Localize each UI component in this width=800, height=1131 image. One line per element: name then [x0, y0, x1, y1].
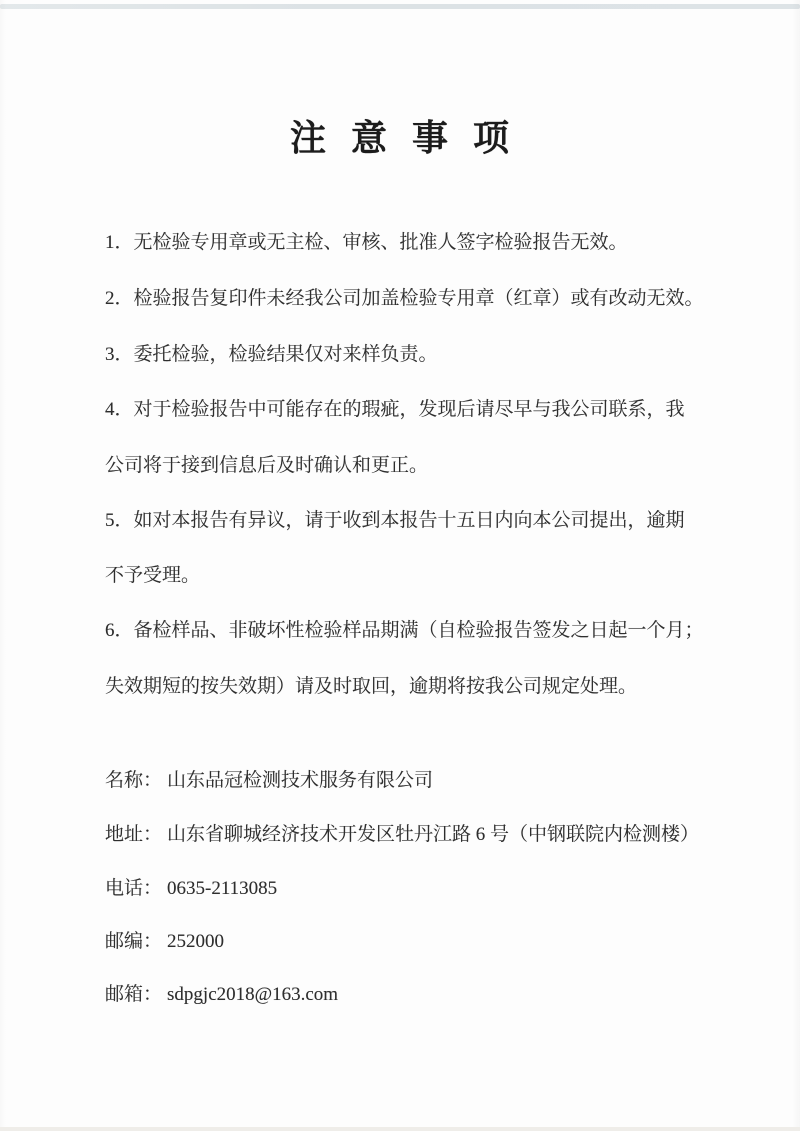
contact-phone-value: 0635-2113085 — [167, 878, 278, 899]
contact-postcode-row — [105, 929, 745, 955]
contact-address-label: 地址： — [105, 824, 163, 845]
page-title: 注 意 事 项 — [289, 118, 510, 158]
note-line-6-continued: 失效期短的按失效期）请及时取回，逾期将按我公司规定处理。 — [105, 676, 638, 697]
contact-phone-row — [105, 876, 745, 902]
note-line-5: 5．如对本报告有异议，请于收到本报告十五日内向本公司提出，逾期 — [105, 510, 685, 531]
scan-edge-right — [792, 0, 800, 1131]
contact-email-row — [105, 982, 745, 1008]
scan-edge-left — [0, 0, 6, 1131]
contact-name-row — [105, 768, 745, 794]
note-line-5-continued: 不予受理。 — [105, 565, 201, 586]
note-line-4-continued: 公司将于接到信息后及时确认和更正。 — [105, 455, 429, 476]
note-line-1: 1．无检验专用章或无主检、审核、批准人签字检验报告无效。 — [105, 232, 628, 253]
contact-address-value: 山东省聊城经济技术开发区牡丹江路 6 号（中钢联院内检测楼） — [167, 824, 700, 845]
contact-phone-label: 电话： — [105, 878, 163, 899]
note-line-2: 2．检验报告复印件未经我公司加盖检验专用章（红章）或有改动无效。 — [105, 288, 704, 309]
note-line-4: 4．对于检验报告中可能存在的瑕疵，发现后请尽早与我公司联系，我 — [105, 399, 685, 420]
contact-email-label: 邮箱： — [105, 984, 163, 1005]
contact-name-value: 山东品冠检测技术服务有限公司 — [167, 770, 434, 791]
scan-edge-bottom — [0, 1127, 800, 1131]
note-line-6: 6．备检样品、非破坏性检验样品期满（自检验报告签发之日起一个月； — [105, 620, 704, 641]
contact-postcode-label: 邮编： — [105, 931, 163, 952]
note-line-3: 3．委托检验，检验结果仅对来样负责。 — [105, 344, 438, 365]
scan-edge-top — [0, 4, 800, 9]
contact-name-label: 名称： — [105, 770, 163, 791]
contact-email-value: sdpgjc2018@163.com — [167, 984, 339, 1005]
contact-postcode-value: 252000 — [167, 931, 225, 952]
contact-address-row — [105, 822, 745, 848]
